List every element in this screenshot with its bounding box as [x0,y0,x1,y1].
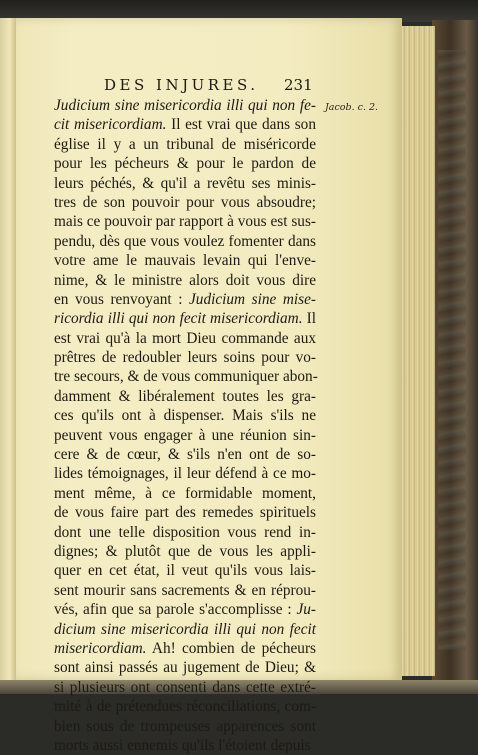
italic-text-run: Ju- [296,601,316,619]
text-line [54,697,316,716]
text-run: tres de son pouvoir pour vous absoudre; [54,193,316,211]
body-text [54,96,316,755]
page-number: 231 [284,76,313,94]
text-run: dignes; & plutôt que de vous les appli- [54,542,316,560]
text-line [54,135,316,154]
text-line [54,426,316,445]
margin-note: Jacob. c. 2. [325,102,379,113]
text-line [54,600,316,619]
text-run: cere & de cœur, & s'ils n'en ont de so- [54,446,316,464]
text-run: mais ce pouvoir par rapport à vous est sus- [54,213,316,231]
running-header [16,76,402,96]
text-line [54,115,316,134]
text-run: damment & libéralement toutes les gra- [54,387,316,405]
italic-text-run: cit misericordiam. [54,116,167,134]
text-run: vés, afin que sa parole s'accomplisse : [54,601,297,619]
italic-text-run: Judicium sine mise- [189,290,316,308]
text-line [54,212,316,231]
text-run: mité à de prétendues réconciliations, com- [54,698,316,716]
text-run: Il [302,310,317,328]
text-line [54,581,316,600]
text-line [54,678,316,697]
italic-text-run: Judicium sine misericordia illi qui non fe- [54,97,316,114]
text-line [54,174,316,193]
text-line [54,484,316,503]
text-line [54,542,316,561]
text-run: pour les pécheurs & pour le pardon de [54,155,316,173]
text-run: peuvent vous engager à une réunion sin- [54,426,316,444]
text-line [54,193,316,212]
text-run: sont ainsi passés au jugement de Dieu; & [54,659,316,677]
text-line [54,658,316,677]
text-run: votre ame le mauvais levain qui l'enve- [54,252,316,270]
text-line [54,523,316,542]
text-line [54,387,316,406]
text-line [54,367,316,386]
text-line [54,620,316,639]
text-line [54,271,316,290]
text-line [54,96,316,115]
text-line [54,348,316,367]
book-cover-edge [432,20,478,694]
text-run: nime, & le ministre alors doit vous dire [54,271,316,289]
page-edges [400,26,435,676]
text-run: est vrai qu'à la mort Dieu commande aux [54,329,316,347]
text-run: morts aussi ennemis qu'ils l'étoient depuis [54,736,311,754]
text-run: église il y a un tribunal de miséricorde [54,135,316,153]
text-run: tre secours, & de vous communiquer abon- [54,368,318,386]
text-run: ces qu'ils ont à dispenser. Mais s'ils ne [54,407,316,425]
text-run: bien sous de trompeuses apparences sont [54,717,316,735]
text-line [54,154,316,173]
text-line [54,464,316,483]
text-run: sent mourir sans sacrements & en réprou- [54,581,316,599]
text-line [54,232,316,251]
text-run: lides témoignages, il leur défend à ce mo- [54,465,316,483]
text-line [54,736,316,755]
text-run: quer en cet état, il veut qu'ils vous lais- [54,562,316,580]
text-run: pendu, dès que vous voulez fomenter dans [54,232,316,250]
text-run: dont une telle disposition vous rend in- [54,523,316,541]
text-run: prêtres de redoubler leurs soins pour vo- [54,349,316,367]
text-run: de vous faire part des remedes spirituels [54,504,316,522]
text-line [54,445,316,464]
text-line [54,639,316,658]
text-line [54,717,316,736]
text-line [54,309,316,328]
text-run: en vous renvoyant : [54,290,190,308]
text-line [54,290,316,309]
running-title: DES INJURES. [104,76,259,94]
text-line [54,406,316,425]
text-line [54,329,316,348]
text-line [54,503,316,522]
italic-text-run: dicium sine misericordia illi qui non fecit [54,620,316,638]
text-run: si plusieurs ont consenti dans cette extré- [54,678,316,696]
text-run: ment même, à ce formidable moment, [54,484,316,502]
text-run: Ah! combien de pécheurs [146,639,316,657]
text-line [54,251,316,270]
text-run: Il est vrai que dans son [166,116,316,134]
book-page [16,18,402,754]
italic-text-run: misericordiam. [54,639,147,657]
text-line [54,561,316,580]
italic-text-run: ricordia illi qui non fecit misericordiam. [54,310,303,328]
text-run: leurs péchés, & qu'il a revêtu ses minis- [54,174,316,192]
previous-page-edge [0,18,17,694]
